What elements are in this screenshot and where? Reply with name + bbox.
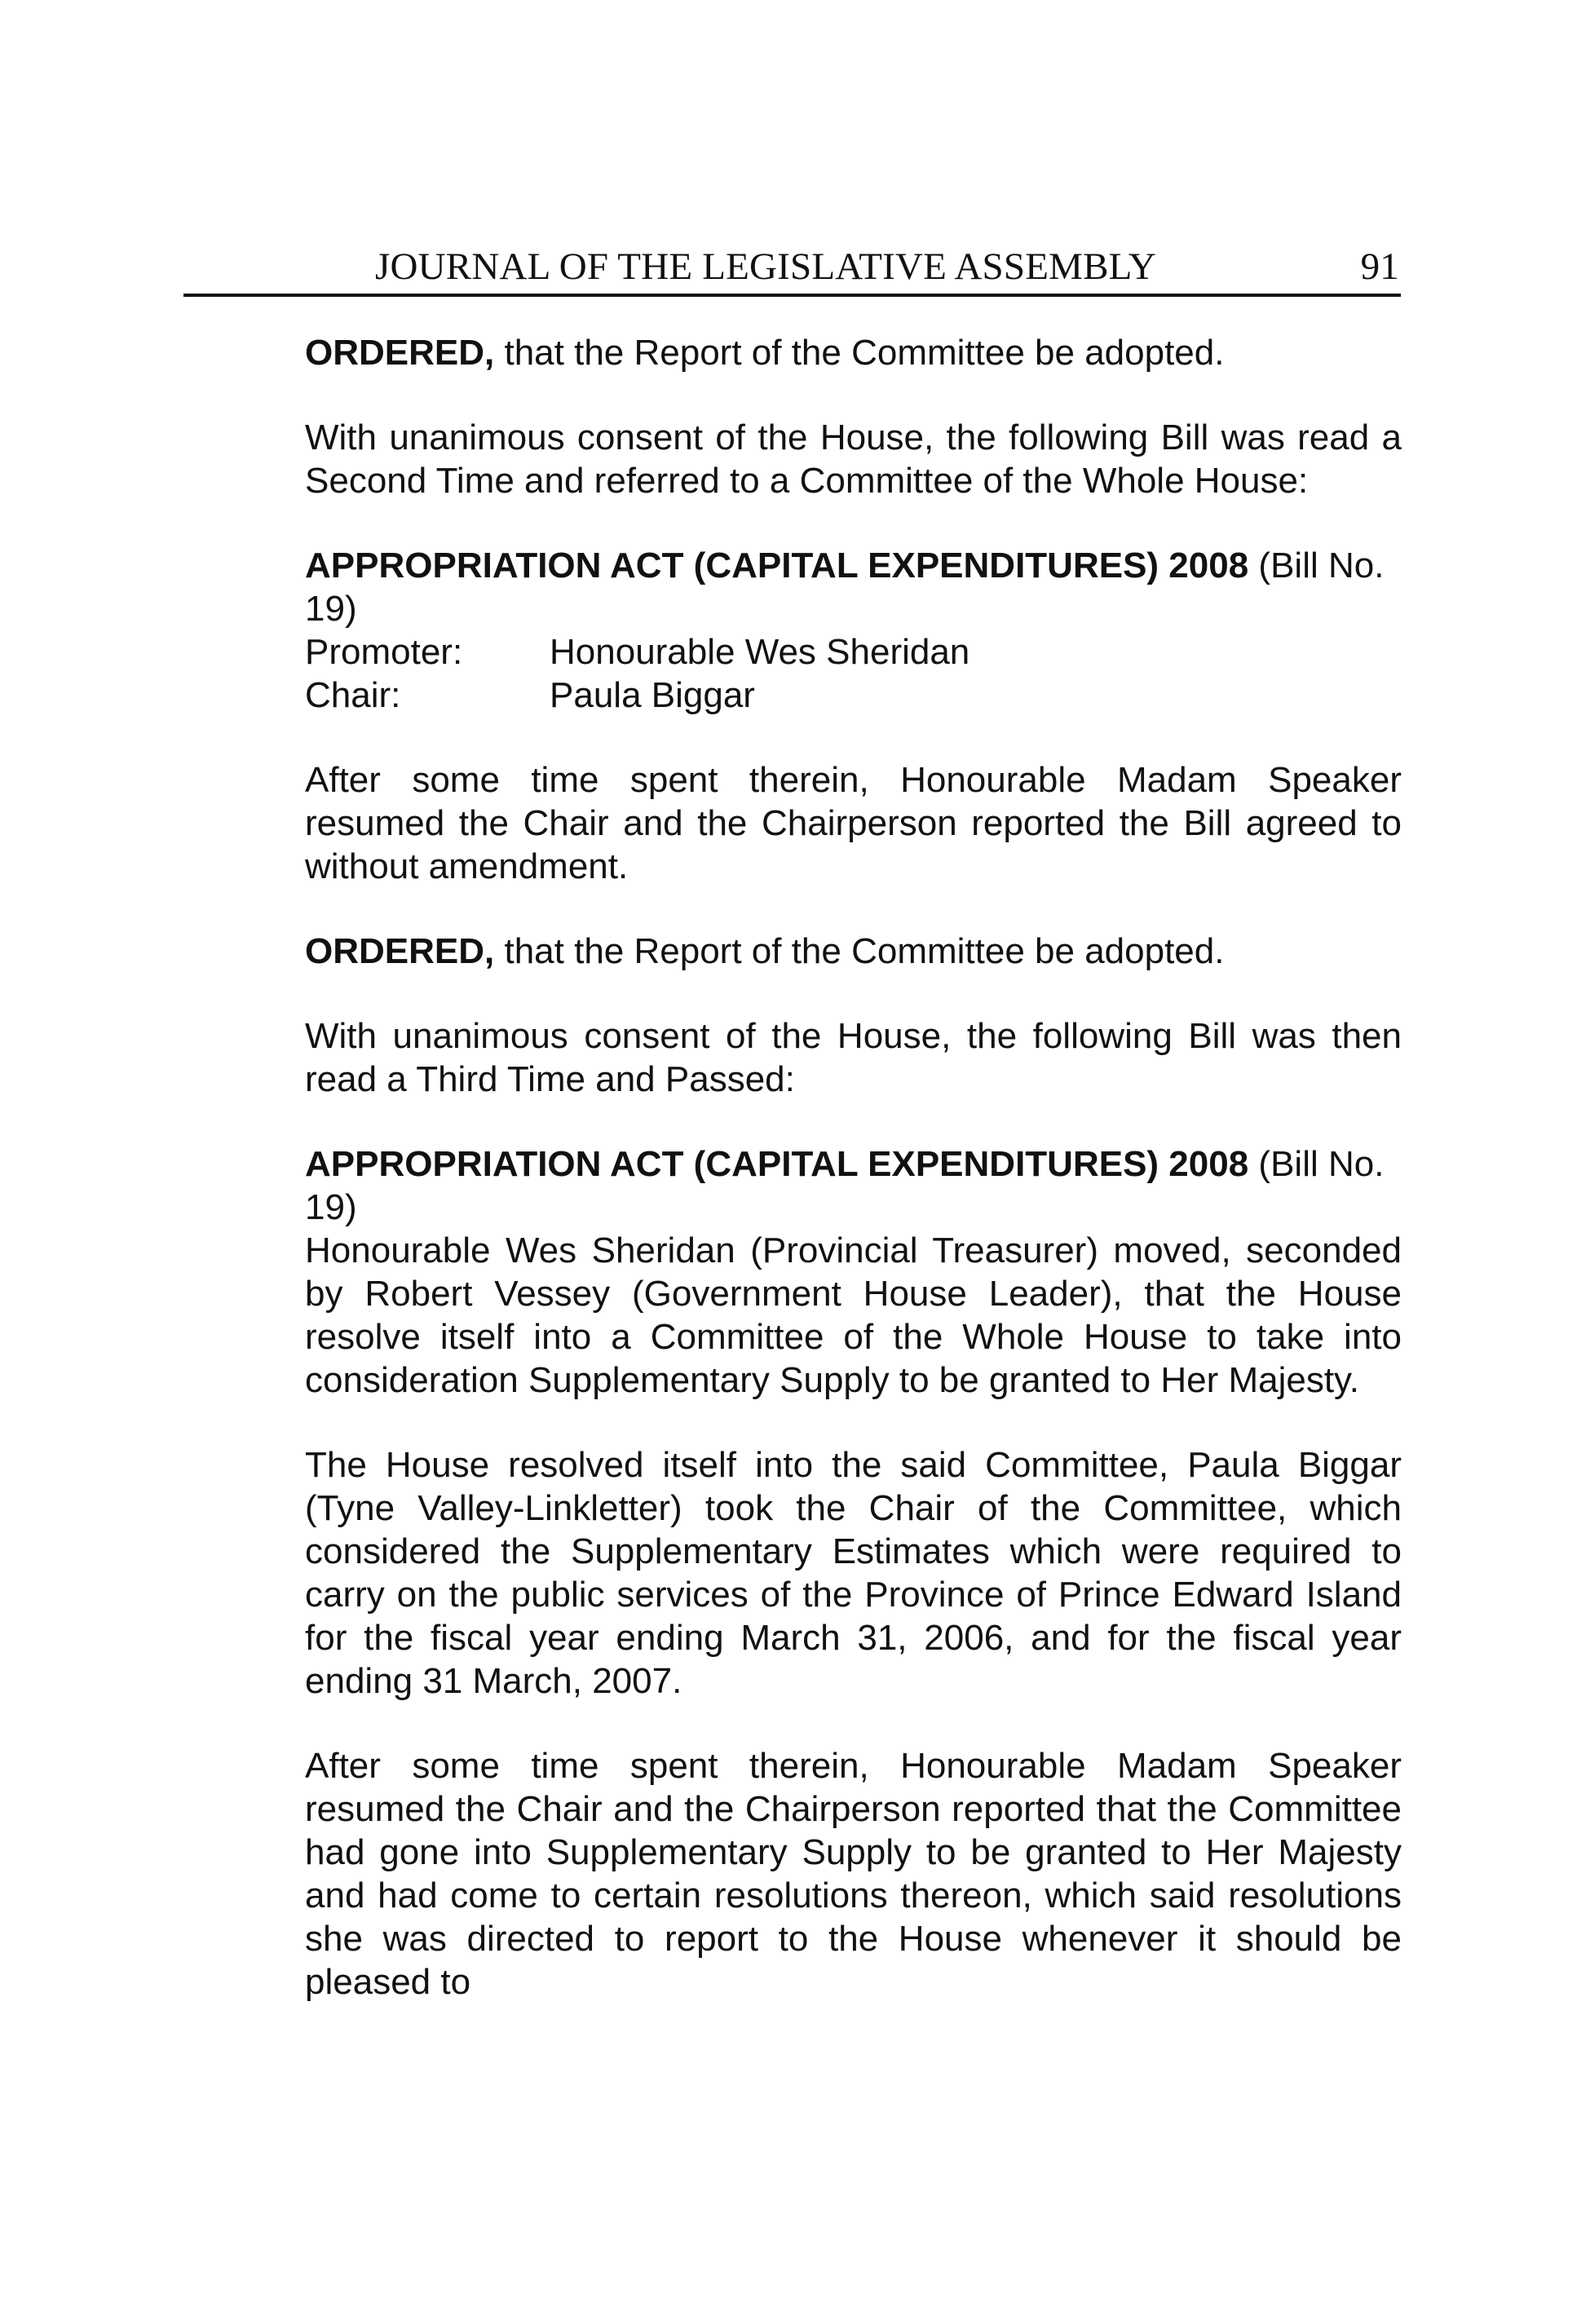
ordered-text-2: that the Report of the Committee be adopted. bbox=[494, 931, 1225, 971]
promoter-row bbox=[305, 630, 1402, 674]
journal-title: JOURNAL OF THE LEGISLATIVE ASSEMBLY bbox=[375, 245, 1156, 288]
committee-paragraph: The House resolved itself into the said Committee, Paula Biggar (Tyne Valley-Linkletter) took the Chair of the Committee, which considered the Supplementary Estimates which were required to carry on the public services of the Province of Prince Edward Island for the fiscal year ending March 31, 2006, and for the fiscal year ending 31 March, 2007. bbox=[305, 1445, 1402, 1701]
bill-roles bbox=[305, 630, 1402, 717]
chair-name: Paula Biggar bbox=[550, 675, 755, 715]
bill-entry-1 bbox=[305, 544, 1402, 717]
motion-paragraph: Honourable Wes Sheridan (Provincial Treasurer) moved, seconded by Robert Vessey (Government House Leader), that the House resolve itself into a Committee of the Whole House to take into consideration Supplementary Supply to be granted to Her Majesty. bbox=[305, 1230, 1402, 1400]
bill-name-2: APPROPRIATION ACT (CAPITAL EXPENDITURES) 2008 bbox=[305, 1144, 1249, 1184]
ordered-label-2: ORDERED, bbox=[305, 931, 495, 971]
ordered-paragraph-1 bbox=[305, 331, 1402, 374]
page-number: 91 bbox=[1360, 245, 1399, 288]
journal-content bbox=[305, 331, 1402, 2004]
third-reading-paragraph: With unanimous consent of the House, the following Bill was then read a Third Time and Passed: bbox=[305, 1016, 1402, 1099]
committee-report-paragraph-2: After some time spent therein, Honourable Madam Speaker resumed the Chair and the Chairperson reported that the Committee had gone into Supplementary Supply to be granted to Her Majesty and had come to certain resolutions thereon, which said resolutions she was directed to report to the House whenever it should be pleased to bbox=[305, 1746, 1402, 2002]
bill-title-2 bbox=[305, 1142, 1402, 1229]
committee-report-paragraph-1: After some time spent therein, Honourable Madam Speaker resumed the Chair and the Chairperson reported the Bill agreed to without amendment. bbox=[305, 760, 1402, 886]
promoter-label: Promoter: bbox=[305, 632, 463, 672]
second-reading-paragraph: With unanimous consent of the House, the following Bill was read a Second Time and referred to a Committee of the Whole House: bbox=[305, 418, 1402, 501]
ordered-paragraph-2 bbox=[305, 930, 1402, 973]
bill-number-2: (Bill No. 19) bbox=[305, 1144, 1385, 1227]
bill-number-1: (Bill No. 19) bbox=[305, 546, 1385, 629]
ordered-text-1: that the Report of the Committee be adopted. bbox=[494, 333, 1225, 373]
bill-name-1: APPROPRIATION ACT (CAPITAL EXPENDITURES) 2008 bbox=[305, 546, 1249, 585]
chair-row bbox=[305, 674, 1402, 717]
chair-label: Chair: bbox=[305, 675, 401, 715]
running-header bbox=[183, 243, 1401, 297]
ordered-label-1: ORDERED, bbox=[305, 333, 495, 373]
bill-title-1 bbox=[305, 544, 1402, 630]
promoter-name: Honourable Wes Sheridan bbox=[550, 632, 970, 672]
